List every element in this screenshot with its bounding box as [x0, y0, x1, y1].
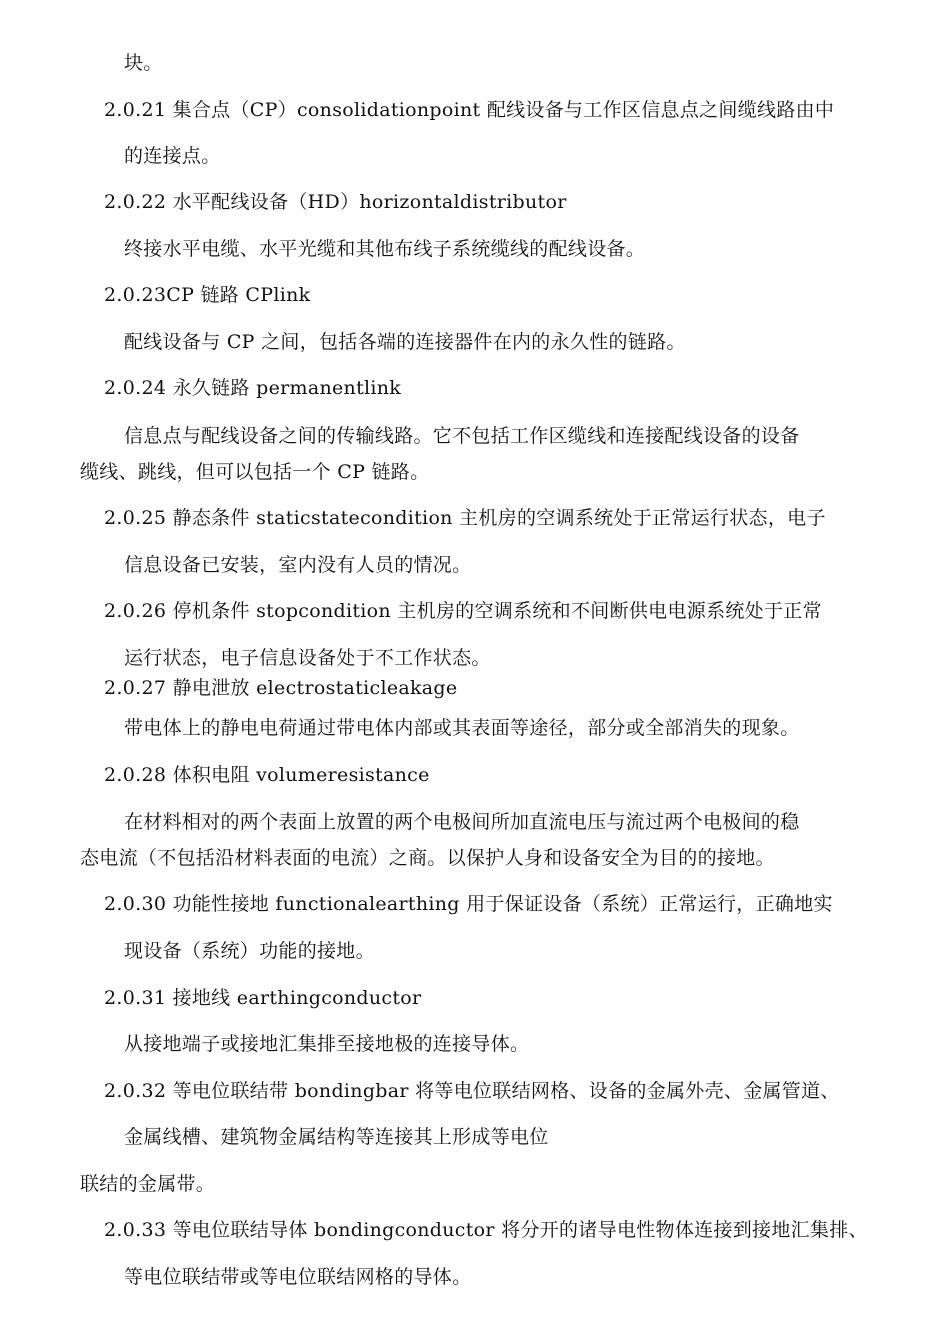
clause-2-0-25: 2.0.25 静态条件 staticstatecondition 主机房的空调系统处于正常运行状态，电子 [104, 507, 826, 529]
text-line: 从接地端子或接地汇集排至接地极的连接导体。 [124, 1033, 530, 1055]
clause-2-0-32: 2.0.32 等电位联结带 bondingbar 将等电位联结网格、设备的金属外壳、金属管道、 [104, 1080, 840, 1102]
text-line: 在材料相对的两个表面上放置的两个电极间所加直流电压与流过两个电极间的稳 [124, 811, 800, 833]
clause-2-0-28: 2.0.28 体积电阻 volumeresistance [104, 764, 430, 786]
text-line: 终接水平电缆、水平光缆和其他布线子系统缆线的配线设备。 [124, 238, 646, 260]
clause-2-0-24: 2.0.24 永久链路 permanentlink [104, 377, 402, 399]
clause-2-0-27: 2.0.27 静电泄放 electrostaticleakage [104, 677, 458, 699]
text-line: 信息设备已安装，室内没有人员的情况。 [124, 554, 472, 576]
text-line: 的连接点。 [124, 145, 221, 167]
clause-2-0-30: 2.0.30 功能性接地 functionalearthing 用于保证设备（系统）正常运行，正确地实 [104, 893, 833, 915]
text-line: 运行状态，电子信息设备处于不工作状态。 [124, 647, 491, 669]
text-line: 金属线槽、建筑物金属结构等连接其上形成等电位 [124, 1126, 549, 1148]
text-line: 信息点与配线设备之间的传输线路。它不包括工作区缆线和连接配线设备的设备 [124, 425, 800, 447]
clause-2-0-33: 2.0.33 等电位联结导体 bondingconductor 将分开的诸导电性物体连接到接地汇集排、 [104, 1219, 868, 1241]
clause-2-0-22: 2.0.22 水平配线设备（HD）horizontaldistributor [104, 191, 567, 213]
text-line: 等电位联结带或等电位联结网格的导体。 [124, 1266, 472, 1288]
clause-2-0-23: 2.0.23CP 链路 CPlink [104, 284, 311, 306]
text-line: 现设备（系统）功能的接地。 [124, 940, 375, 962]
text-line: 缆线、跳线，但可以包括一个 CP 链路。 [80, 461, 430, 483]
text-line: 联结的金属带。 [80, 1173, 216, 1195]
text-line: 配线设备与 CP 之间，包括各端的连接器件在内的永久性的链路。 [124, 331, 686, 353]
clause-2-0-21: 2.0.21 集合点（CP）consolidationpoint 配线设备与工作区信息点之间缆线路由中 [104, 99, 835, 121]
text-line: 态电流（不包括沿材料表面的电流）之商。以保护人身和设备安全为目的的接地。 [80, 847, 775, 869]
text-line: 块。 [124, 52, 163, 74]
text-line: 带电体上的静电电荷通过带电体内部或其表面等途径，部分或全部消失的现象。 [124, 717, 800, 739]
clause-2-0-31: 2.0.31 接地线 earthingconductor [104, 987, 422, 1009]
clause-2-0-26: 2.0.26 停机条件 stopcondition 主机房的空调系统和不间断供电电源系统处于正常 [104, 600, 822, 622]
